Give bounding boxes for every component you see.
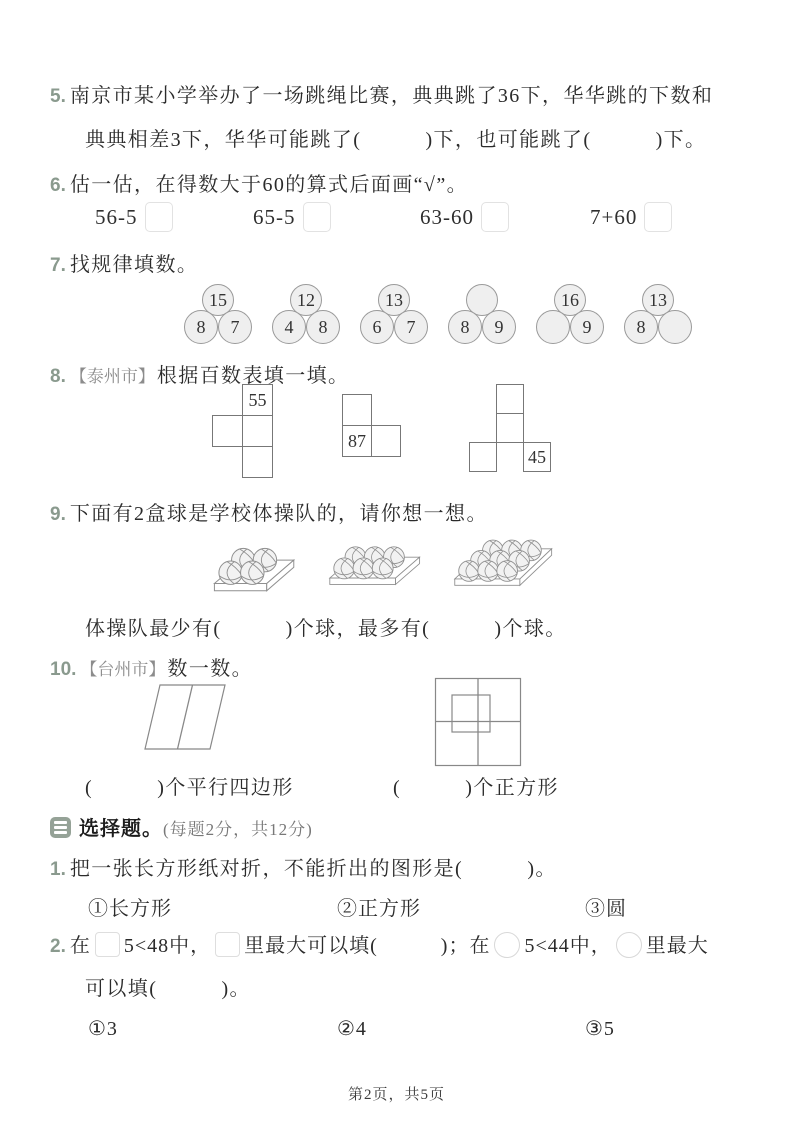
blank-circle-symbol (616, 932, 642, 958)
question-10-number: 10. (50, 659, 77, 680)
q6-expression-2: 65-5 (253, 204, 296, 229)
blank-square-symbol (215, 932, 240, 957)
ball-tray-9-balls (450, 528, 558, 595)
q6-check-box-1[interactable] (145, 202, 173, 232)
circle-bottom-left: 8 (184, 310, 218, 344)
number-triangle-group-3 (357, 284, 431, 346)
question-6-number: 6. (50, 175, 66, 196)
q10-caption-square: ( )个正方形 (393, 777, 559, 799)
grid-cell-blank (371, 425, 401, 457)
choice-q2-line-1: 2. 在 5<48中， 里最大可以填( )；在 5<44中， 里最大 (50, 929, 709, 958)
grid-cell-45: 45 (523, 442, 551, 472)
grid-cell-blank (496, 413, 524, 443)
q6-check-box-3[interactable] (481, 202, 509, 232)
question-5-line-1 (50, 79, 713, 108)
grid-cell-blank (469, 442, 497, 472)
grid-cell-blank (242, 415, 273, 447)
question-9-number: 9. (50, 504, 66, 525)
question-6-text: 估一估，在得数大于60的算式后面画“√”。 (69, 174, 468, 196)
circle-bottom-left-blank (536, 310, 570, 344)
circle-top: 13 (642, 284, 674, 316)
circle-bottom-left: 4 (272, 310, 306, 344)
question-9-text: 下面有2盒球是学校体操队的，请你想一想。 (69, 503, 488, 525)
circle-bottom-right: 7 (218, 310, 252, 344)
choice-q2-line-2: 可以填( )。 (85, 978, 251, 1000)
question-10-city-tag: 【台州市】 (80, 660, 166, 679)
choice-q2-option-3: ③5 (585, 1018, 615, 1040)
choice-q2-number: 2. (50, 936, 66, 957)
choice-q1-line (50, 852, 557, 881)
number-triangle-group-5 (533, 284, 607, 346)
circle-top: 13 (378, 284, 410, 316)
q7-circle-groups (181, 284, 695, 346)
hundred-chart-shape-2 (342, 394, 403, 459)
q6-item-2 (253, 202, 331, 232)
choice-section-header (50, 812, 313, 841)
choice-q1-text: 把一张长方形纸对折，不能折出的图形是( )。 (69, 858, 557, 880)
grid-cell-blank (496, 384, 524, 414)
question-8-number: 8. (50, 366, 66, 387)
choice-q1-option-2: ②正方形 (337, 898, 421, 920)
grid-cell-87: 87 (342, 425, 372, 457)
q6-item-4 (590, 202, 672, 232)
ball-tray-6-balls (325, 533, 426, 591)
list-icon (50, 817, 71, 838)
grid-cell-blank (342, 394, 372, 426)
ball-tray-4-balls (209, 533, 301, 598)
question-8-city-tag: 【泰州市】 (69, 367, 155, 386)
question-5-text: 南京市某小学举办了一场跳绳比赛，典典跳了36下，华华跳的下数和 (69, 85, 714, 107)
choice-q1-option-1: ①长方形 (88, 898, 172, 920)
circle-bottom-right: 7 (394, 310, 428, 344)
question-7-number: 7. (50, 255, 66, 276)
question-7-line (50, 248, 198, 277)
blank-circle-symbol (494, 932, 520, 958)
question-5-line-2: 典典相差3下，华华可能跳了( )下，也可能跳了( )下。 (85, 129, 707, 151)
parallelogram-figure (144, 683, 227, 751)
page-footer: 第2页，共5页 (347, 1087, 445, 1103)
circle-bottom-right-blank (658, 310, 692, 344)
choice-q2-option-2: ②4 (337, 1018, 367, 1040)
number-triangle-group-4 (445, 284, 519, 346)
question-5-number: 5. (50, 86, 66, 107)
question-10-text: 数一数。 (167, 658, 254, 680)
question-10-line (50, 652, 253, 681)
q6-expression-1: 56-5 (95, 204, 138, 229)
q9-answer-line: 体操队最少有( )个球，最多有( )个球。 (85, 618, 567, 640)
q6-check-box-4[interactable] (644, 202, 672, 232)
grid-cell-55: 55 (242, 384, 273, 416)
q6-expression-3: 63-60 (420, 204, 474, 229)
q6-item-3 (420, 202, 509, 232)
hundred-chart-shape-1 (212, 384, 305, 480)
q10-caption-parallelogram: ( )个平行四边形 (85, 777, 294, 799)
circle-bottom-left: 8 (448, 310, 482, 344)
circle-bottom-right: 9 (482, 310, 516, 344)
number-triangle-group-6 (621, 284, 695, 346)
number-triangle-group-1 (181, 284, 255, 346)
question-8-text: 根据百数表填一填。 (156, 365, 350, 387)
question-9-line (50, 497, 488, 526)
number-triangle-group-2 (269, 284, 343, 346)
question-7-text: 找规律填数。 (69, 254, 199, 276)
square-figure (434, 677, 524, 768)
circle-bottom-right: 8 (306, 310, 340, 344)
grid-cell-blank (242, 446, 273, 478)
circle-bottom-right: 9 (570, 310, 604, 344)
grid-cell-blank (212, 415, 243, 447)
choice-section-title: 选择题。 (79, 818, 163, 840)
blank-square-symbol (95, 932, 120, 957)
circle-top: 15 (202, 284, 234, 316)
q6-item-1 (95, 202, 173, 232)
choice-q1-option-3: ③圆 (585, 898, 627, 920)
circle-bottom-left: 8 (624, 310, 658, 344)
choice-score-note: (每题2分，共12分) (163, 820, 313, 839)
q6-expression-4: 7+60 (590, 204, 638, 229)
q6-check-box-2[interactable] (303, 202, 331, 232)
question-6-line (50, 168, 468, 197)
choice-q1-number: 1. (50, 859, 66, 880)
circle-top: 16 (554, 284, 586, 316)
circle-top: 12 (290, 284, 322, 316)
choice-q2-option-1: ①3 (88, 1018, 118, 1040)
hundred-chart-shape-3 (469, 384, 553, 474)
circle-bottom-left: 6 (360, 310, 394, 344)
